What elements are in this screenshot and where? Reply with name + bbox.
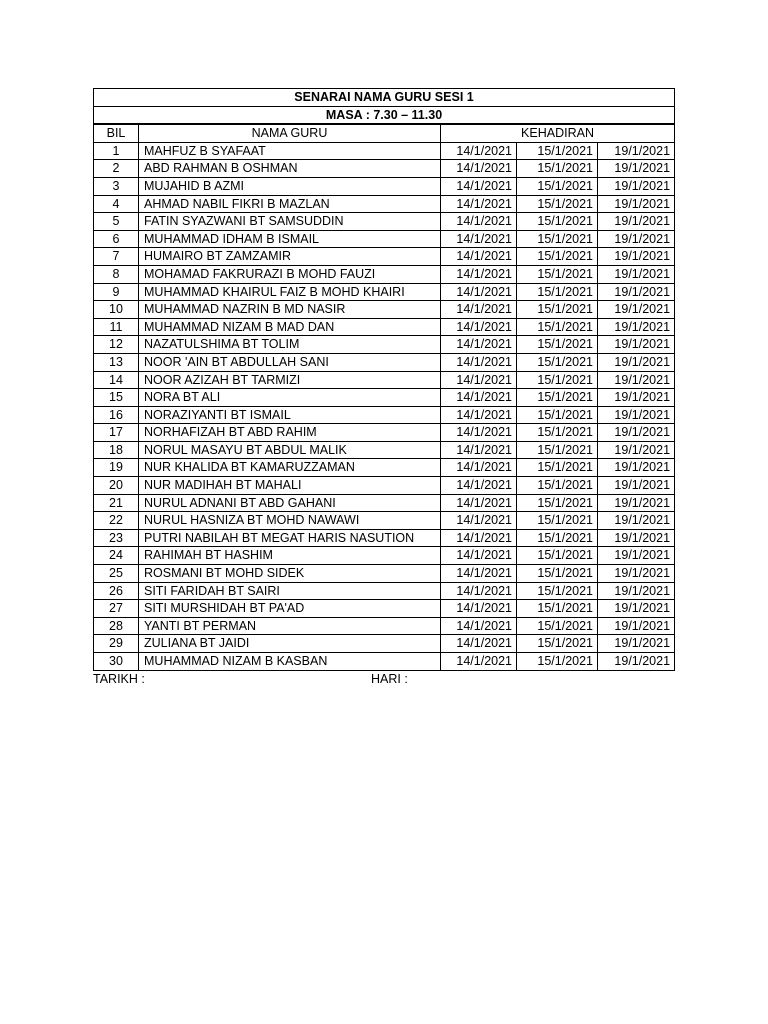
attendance-date: 19/1/2021	[598, 195, 675, 213]
table-row	[94, 177, 675, 195]
attendance-date: 14/1/2021	[441, 653, 517, 671]
attendance-date: 19/1/2021	[598, 600, 675, 618]
attendance-date: 15/1/2021	[517, 336, 598, 354]
footer	[93, 672, 674, 690]
table-row	[94, 353, 675, 371]
attendance-date: 19/1/2021	[598, 301, 675, 319]
row-number: 1	[94, 142, 139, 160]
row-number: 4	[94, 195, 139, 213]
teacher-name: ZULIANA BT JAIDI	[139, 635, 441, 653]
attendance-date: 14/1/2021	[441, 389, 517, 407]
masa-row	[94, 106, 675, 124]
attendance-date: 14/1/2021	[441, 213, 517, 231]
row-number: 10	[94, 301, 139, 319]
attendance-date: 14/1/2021	[441, 494, 517, 512]
row-number: 27	[94, 600, 139, 618]
row-number: 15	[94, 389, 139, 407]
attendance-date: 14/1/2021	[441, 371, 517, 389]
teacher-name: NUR KHALIDA BT KAMARUZZAMAN	[139, 459, 441, 477]
attendance-date: 14/1/2021	[441, 248, 517, 266]
row-number: 18	[94, 441, 139, 459]
title-row	[94, 89, 675, 107]
table-row	[94, 195, 675, 213]
teacher-name: ROSMANI BT MOHD SIDEK	[139, 565, 441, 583]
row-number: 9	[94, 283, 139, 301]
table-row	[94, 494, 675, 512]
table-row	[94, 565, 675, 583]
attendance-date: 14/1/2021	[441, 565, 517, 583]
attendance-date: 15/1/2021	[517, 230, 598, 248]
attendance-date: 15/1/2021	[517, 160, 598, 178]
attendance-date: 15/1/2021	[517, 353, 598, 371]
table-row	[94, 160, 675, 178]
attendance-date: 15/1/2021	[517, 565, 598, 583]
teacher-name: AHMAD NABIL FIKRI B MAZLAN	[139, 195, 441, 213]
column-header-row	[94, 124, 675, 142]
attendance-date: 14/1/2021	[441, 318, 517, 336]
attendance-date: 15/1/2021	[517, 441, 598, 459]
teacher-name: MAHFUZ B SYAFAAT	[139, 142, 441, 160]
attendance-date: 19/1/2021	[598, 529, 675, 547]
attendance-date: 15/1/2021	[517, 142, 598, 160]
teacher-name: HUMAIRO BT ZAMZAMIR	[139, 248, 441, 266]
teacher-name: NURUL HASNIZA BT MOHD NAWAWI	[139, 512, 441, 530]
table-row	[94, 213, 675, 231]
teacher-name: PUTRI NABILAH BT MEGAT HARIS NASUTION	[139, 529, 441, 547]
attendance-date: 19/1/2021	[598, 213, 675, 231]
teacher-name: MUHAMMAD IDHAM B ISMAIL	[139, 230, 441, 248]
table-row	[94, 477, 675, 495]
attendance-date: 19/1/2021	[598, 441, 675, 459]
teacher-name: NAZATULSHIMA BT TOLIM	[139, 336, 441, 354]
teacher-name: RAHIMAH BT HASHIM	[139, 547, 441, 565]
attendance-date: 15/1/2021	[517, 635, 598, 653]
teacher-name: MUHAMMAD NIZAM B KASBAN	[139, 653, 441, 671]
row-number: 17	[94, 424, 139, 442]
attendance-date: 19/1/2021	[598, 617, 675, 635]
session-time: MASA : 7.30 – 11.30	[94, 106, 675, 124]
attendance-date: 15/1/2021	[517, 582, 598, 600]
attendance-date: 19/1/2021	[598, 406, 675, 424]
sheet-title: SENARAI NAMA GURU SESI 1	[94, 89, 675, 107]
attendance-date: 15/1/2021	[517, 318, 598, 336]
attendance-date: 15/1/2021	[517, 653, 598, 671]
attendance-date: 19/1/2021	[598, 177, 675, 195]
attendance-date: 14/1/2021	[441, 477, 517, 495]
attendance-date: 19/1/2021	[598, 582, 675, 600]
attendance-date: 19/1/2021	[598, 494, 675, 512]
row-number: 2	[94, 160, 139, 178]
attendance-date: 14/1/2021	[441, 142, 517, 160]
teacher-rows	[94, 142, 675, 670]
attendance-date: 14/1/2021	[441, 336, 517, 354]
attendance-date: 14/1/2021	[441, 547, 517, 565]
attendance-date: 19/1/2021	[598, 653, 675, 671]
row-number: 5	[94, 213, 139, 231]
table-row	[94, 512, 675, 530]
attendance-date: 19/1/2021	[598, 142, 675, 160]
attendance-date: 14/1/2021	[441, 177, 517, 195]
row-number: 25	[94, 565, 139, 583]
table-row	[94, 441, 675, 459]
attendance-date: 15/1/2021	[517, 177, 598, 195]
row-number: 19	[94, 459, 139, 477]
attendance-date: 15/1/2021	[517, 477, 598, 495]
table-row	[94, 283, 675, 301]
attendance-date: 15/1/2021	[517, 617, 598, 635]
row-number: 21	[94, 494, 139, 512]
teacher-name: MUHAMMAD KHAIRUL FAIZ B MOHD KHAIRI	[139, 283, 441, 301]
teacher-name: MOHAMAD FAKRURAZI B MOHD FAUZI	[139, 265, 441, 283]
teacher-name: FATIN SYAZWANI BT SAMSUDDIN	[139, 213, 441, 231]
table-row	[94, 424, 675, 442]
row-number: 20	[94, 477, 139, 495]
teacher-name: NORA BT ALI	[139, 389, 441, 407]
attendance-date: 14/1/2021	[441, 424, 517, 442]
teacher-name: NOOR 'AIN BT ABDULLAH SANI	[139, 353, 441, 371]
teacher-name: MUJAHID B AZMI	[139, 177, 441, 195]
attendance-date: 19/1/2021	[598, 336, 675, 354]
row-number: 6	[94, 230, 139, 248]
header-bil: BIL	[94, 124, 139, 142]
table-row	[94, 582, 675, 600]
row-number: 8	[94, 265, 139, 283]
attendance-date: 15/1/2021	[517, 529, 598, 547]
attendance-date: 19/1/2021	[598, 353, 675, 371]
row-number: 12	[94, 336, 139, 354]
attendance-date: 19/1/2021	[598, 459, 675, 477]
row-number: 24	[94, 547, 139, 565]
header-nama-guru: NAMA GURU	[139, 124, 441, 142]
attendance-date: 19/1/2021	[598, 371, 675, 389]
attendance-date: 15/1/2021	[517, 213, 598, 231]
attendance-date: 15/1/2021	[517, 459, 598, 477]
attendance-date: 19/1/2021	[598, 318, 675, 336]
attendance-date: 19/1/2021	[598, 230, 675, 248]
attendance-date: 19/1/2021	[598, 477, 675, 495]
attendance-date: 14/1/2021	[441, 195, 517, 213]
attendance-date: 15/1/2021	[517, 512, 598, 530]
teacher-name: SITI MURSHIDAH BT PA'AD	[139, 600, 441, 618]
attendance-date: 15/1/2021	[517, 195, 598, 213]
table-row	[94, 301, 675, 319]
row-number: 26	[94, 582, 139, 600]
table-row	[94, 600, 675, 618]
attendance-date: 14/1/2021	[441, 441, 517, 459]
header-kehadiran: KEHADIRAN	[441, 124, 675, 142]
table-row	[94, 318, 675, 336]
teacher-name: ABD RAHMAN B OSHMAN	[139, 160, 441, 178]
attendance-date: 14/1/2021	[441, 529, 517, 547]
attendance-date: 14/1/2021	[441, 301, 517, 319]
attendance-date: 15/1/2021	[517, 301, 598, 319]
attendance-date: 19/1/2021	[598, 265, 675, 283]
table-row	[94, 265, 675, 283]
attendance-date: 19/1/2021	[598, 565, 675, 583]
attendance-date: 14/1/2021	[441, 230, 517, 248]
teacher-name: NORHAFIZAH BT ABD RAHIM	[139, 424, 441, 442]
attendance-date: 15/1/2021	[517, 547, 598, 565]
table-row	[94, 547, 675, 565]
table-row	[94, 389, 675, 407]
attendance-date: 19/1/2021	[598, 424, 675, 442]
attendance-date: 15/1/2021	[517, 406, 598, 424]
teacher-name: NORUL MASAYU BT ABDUL MALIK	[139, 441, 441, 459]
row-number: 14	[94, 371, 139, 389]
attendance-date: 15/1/2021	[517, 600, 598, 618]
attendance-date: 19/1/2021	[598, 283, 675, 301]
attendance-date: 15/1/2021	[517, 424, 598, 442]
attendance-date: 14/1/2021	[441, 353, 517, 371]
attendance-date: 14/1/2021	[441, 617, 517, 635]
row-number: 13	[94, 353, 139, 371]
row-number: 3	[94, 177, 139, 195]
attendance-date: 14/1/2021	[441, 635, 517, 653]
table-row	[94, 529, 675, 547]
attendance-date: 15/1/2021	[517, 248, 598, 266]
attendance-date: 19/1/2021	[598, 248, 675, 266]
row-number: 29	[94, 635, 139, 653]
attendance-date: 15/1/2021	[517, 371, 598, 389]
table-row	[94, 635, 675, 653]
tarikh-label: TARIKH :	[93, 672, 145, 686]
attendance-date: 19/1/2021	[598, 635, 675, 653]
table-row	[94, 230, 675, 248]
attendance-date: 19/1/2021	[598, 160, 675, 178]
table-row	[94, 617, 675, 635]
teacher-name: NUR MADIHAH BT MAHALI	[139, 477, 441, 495]
row-number: 28	[94, 617, 139, 635]
attendance-sheet	[93, 88, 674, 671]
attendance-date: 19/1/2021	[598, 547, 675, 565]
table-row	[94, 142, 675, 160]
teacher-name: YANTI BT PERMAN	[139, 617, 441, 635]
attendance-date: 14/1/2021	[441, 600, 517, 618]
hari-label: HARI :	[371, 672, 408, 686]
attendance-date: 15/1/2021	[517, 494, 598, 512]
table-row	[94, 459, 675, 477]
attendance-date: 19/1/2021	[598, 512, 675, 530]
teacher-name: MUHAMMAD NAZRIN B MD NASIR	[139, 301, 441, 319]
row-number: 22	[94, 512, 139, 530]
teacher-name: NOOR AZIZAH BT TARMIZI	[139, 371, 441, 389]
teacher-name: MUHAMMAD NIZAM B MAD DAN	[139, 318, 441, 336]
row-number: 23	[94, 529, 139, 547]
attendance-date: 14/1/2021	[441, 160, 517, 178]
attendance-date: 14/1/2021	[441, 406, 517, 424]
teacher-name: NURUL ADNANI BT ABD GAHANI	[139, 494, 441, 512]
attendance-date: 14/1/2021	[441, 512, 517, 530]
attendance-date: 14/1/2021	[441, 265, 517, 283]
row-number: 30	[94, 653, 139, 671]
attendance-date: 14/1/2021	[441, 459, 517, 477]
table-row	[94, 371, 675, 389]
table-row	[94, 653, 675, 671]
attendance-date: 14/1/2021	[441, 283, 517, 301]
attendance-table	[93, 88, 675, 671]
attendance-date: 15/1/2021	[517, 283, 598, 301]
row-number: 16	[94, 406, 139, 424]
table-row	[94, 336, 675, 354]
table-row	[94, 406, 675, 424]
attendance-date: 15/1/2021	[517, 389, 598, 407]
attendance-date: 19/1/2021	[598, 389, 675, 407]
attendance-date: 15/1/2021	[517, 265, 598, 283]
teacher-name: SITI FARIDAH BT SAIRI	[139, 582, 441, 600]
row-number: 11	[94, 318, 139, 336]
row-number: 7	[94, 248, 139, 266]
teacher-name: NORAZIYANTI BT ISMAIL	[139, 406, 441, 424]
table-row	[94, 248, 675, 266]
attendance-date: 14/1/2021	[441, 582, 517, 600]
